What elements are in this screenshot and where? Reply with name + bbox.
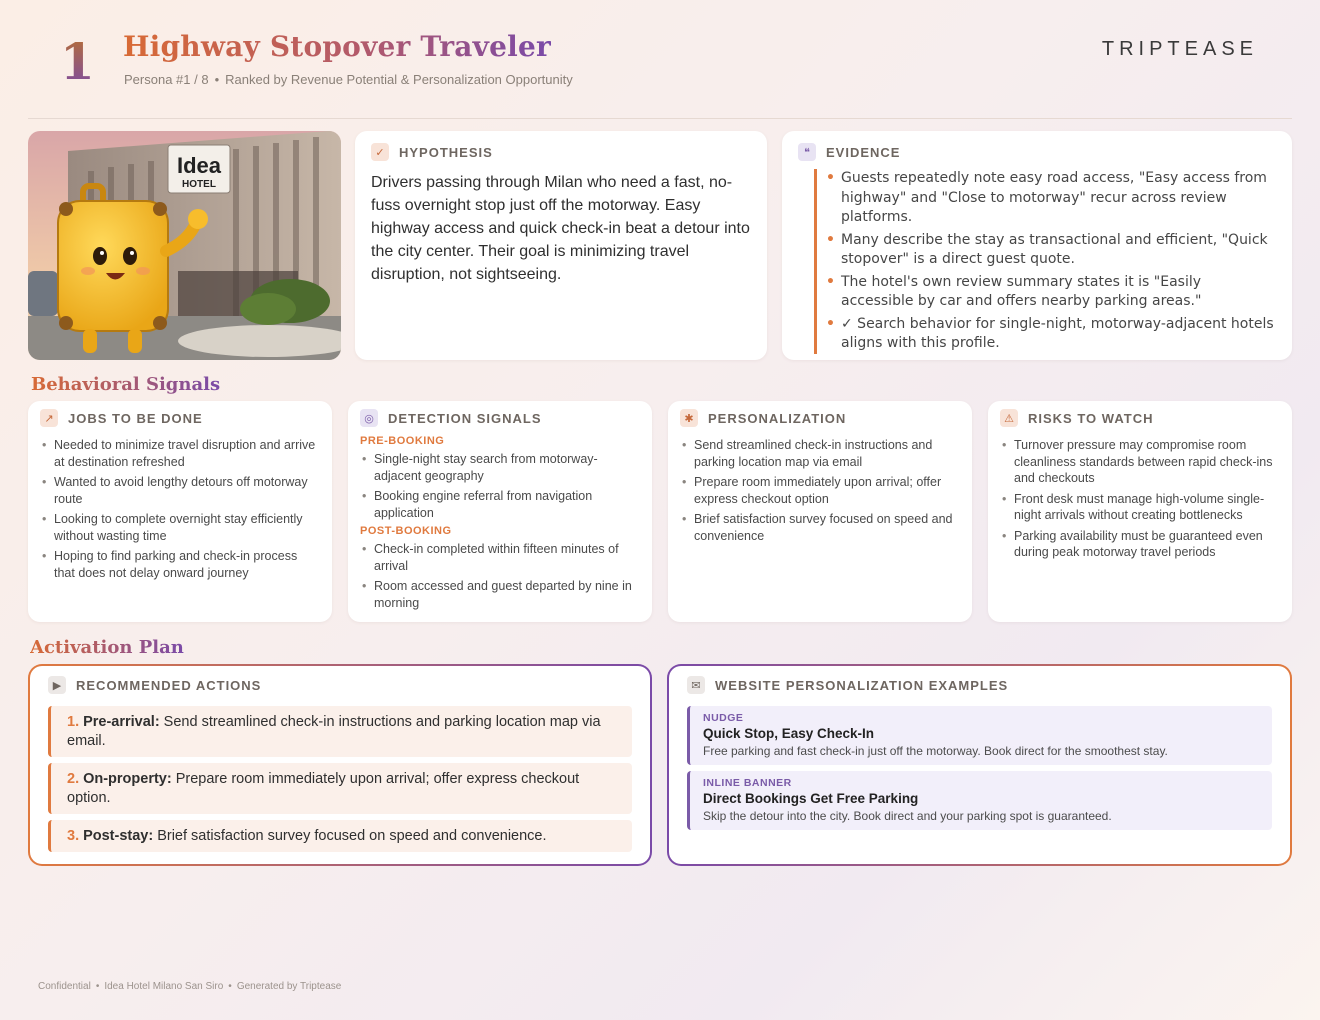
example-kind: INLINE BANNER	[703, 777, 792, 789]
example-headline: Direct Bookings Get Free Parking	[703, 791, 919, 806]
persona-number: 1	[60, 32, 95, 91]
risks-card	[988, 401, 1292, 622]
list-item: • Prepare room immediately upon arrival; offer express checkout option	[694, 474, 960, 507]
list-item: • Needed to minimize travel disruption and arrive at destination refreshed	[54, 437, 320, 470]
recommended-actions-inner	[30, 666, 650, 864]
footer: Confidential • Idea Hotel Milano San Siro • Generated by Triptease	[38, 981, 342, 992]
evidence-list	[814, 169, 1276, 354]
quote-icon: ❝	[798, 143, 816, 161]
evidence-header	[798, 143, 1276, 161]
personalization-list	[680, 437, 960, 544]
hypothesis-header	[371, 143, 751, 161]
step-text: Brief satisfaction survey focused on speed and convenience.	[157, 828, 547, 844]
evidence-item: • Guests repeatedly note easy road access, "Easy access from highway" and "Close to motorway" recur across review platforms.	[841, 169, 1276, 228]
step-text: Prepare room immediately upon arrival; offer express checkout option.	[67, 771, 580, 806]
hypothesis-card	[355, 131, 767, 360]
list-item: • Wanted to avoid lengthy detours off motorway route	[54, 474, 320, 507]
pre-booking-list	[360, 451, 640, 521]
personalization-card	[668, 401, 972, 622]
warning-icon: ⚠	[1000, 409, 1018, 427]
persona-index: Persona #1 / 8	[124, 72, 209, 87]
behavioral-signals-title: Behavioral Signals	[31, 374, 221, 395]
action-step	[48, 706, 632, 757]
website-header	[687, 676, 1272, 694]
jobs-list	[40, 437, 320, 581]
list-item: • Single-night stay search from motorway-adjacent geography	[374, 451, 640, 484]
website-personalization-panel	[667, 664, 1292, 866]
list-item: • Hoping to find parking and check-in process that does not delay onward journey	[54, 548, 320, 581]
risks-header	[1000, 409, 1280, 427]
mail-icon: ✉	[687, 676, 705, 694]
step-text: Send streamlined check-in instructions and parking location map via email.	[67, 714, 601, 749]
evidence-item: • ✓ Search behavior for single-night, motorway-adjacent hotels aligns with this profile.	[841, 315, 1276, 354]
detection-signals-card	[348, 401, 652, 622]
sign-text-idea: Idea	[176, 153, 222, 178]
example-body: Skip the detour into the city. Book direct and your parking spot is guaranteed.	[703, 809, 1112, 823]
recommended-actions-panel	[28, 664, 652, 866]
footer-confidential: Confidential	[38, 981, 91, 992]
jobs-header	[40, 409, 320, 427]
step-number: 3.	[67, 828, 80, 844]
header-divider	[28, 118, 1292, 119]
example-kind: NUDGE	[703, 712, 744, 724]
hypothesis-label: HYPOTHESIS	[399, 144, 493, 160]
evidence-item: • The hotel's own review summary states it is "Easily accessible by car and offers nearby parking areas."	[841, 273, 1276, 312]
sparkle-icon: ✱	[680, 409, 698, 427]
hypothesis-text: Drivers passing through Milan who need a fast, no-fuss overnight stop just off the motorway. Easy highway access and quick check-in beat a detour into the city center. Their goal is minimizing travel disruption, not sightseeing.	[371, 174, 750, 283]
footer-generated: Generated by Triptease	[236, 981, 342, 992]
list-item: • Check-in completed within fifteen minutes of arrival	[374, 541, 640, 574]
page-title: Highway Stopover Traveler	[123, 30, 551, 63]
list-item: • Room accessed and guest departed by nine in morning	[374, 578, 640, 611]
step-number: 1.	[67, 714, 80, 730]
detection-header	[360, 409, 640, 427]
action-step	[48, 763, 632, 814]
jobs-label: JOBS TO BE DONE	[68, 410, 203, 426]
evidence-label: EVIDENCE	[826, 144, 901, 160]
list-item: • Parking availability must be guaranteed even during peak motorway travel periods	[1014, 528, 1280, 561]
suitcase-mascot-image	[28, 131, 341, 360]
detection-label: DETECTION SIGNALS	[388, 410, 542, 426]
step-label: Pre-arrival:	[83, 714, 160, 730]
play-icon: ▶	[48, 676, 66, 694]
evidence-item: • Many describe the stay as transactional and efficient, "Quick stopover" is a direct guest quote.	[841, 231, 1276, 270]
step-label: On-property:	[83, 771, 172, 787]
target-icon: ◎	[360, 409, 378, 427]
risks-label: RISKS TO WATCH	[1028, 410, 1154, 426]
step-label: Post-stay:	[83, 828, 154, 844]
example-headline: Quick Stop, Easy Check-In	[703, 726, 875, 741]
list-item: • Brief satisfaction survey focused on speed and convenience	[694, 511, 960, 544]
brand-logo: TRIPTEASE	[1101, 38, 1258, 60]
page-subtitle: Persona #1 / 8 • Ranked by Revenue Potential & Personalization Opportunity	[124, 72, 573, 87]
post-booking-list	[360, 541, 640, 611]
action-step	[48, 820, 632, 852]
activation-plan-title: Activation Plan	[30, 637, 184, 658]
list-item: • Turnover pressure may compromise room cleanliness standards between rapid check-ins and checkouts	[1014, 437, 1280, 487]
footer-hotel: Idea Hotel Milano San Siro	[104, 981, 224, 992]
check-icon: ✓	[371, 143, 389, 161]
persona-illustration	[28, 131, 341, 360]
personalization-label: PERSONALIZATION	[708, 410, 847, 426]
personalization-example	[687, 706, 1272, 765]
personalization-example	[687, 771, 1272, 830]
actions-label: RECOMMENDED ACTIONS	[76, 677, 262, 693]
post-booking-label: POST-BOOKING	[360, 525, 452, 537]
step-number: 2.	[67, 771, 80, 787]
website-personalization-inner	[669, 666, 1290, 864]
pre-booking-label: PRE-BOOKING	[360, 435, 445, 447]
arrow-up-right-icon: ↗	[40, 409, 58, 427]
evidence-card	[782, 131, 1292, 360]
list-item: • Send streamlined check-in instructions and parking location map via email	[694, 437, 960, 470]
list-item: • Front desk must manage high-volume single-night arrivals without creating bottlenecks	[1014, 491, 1280, 524]
list-item: • Booking engine referral from navigation application	[374, 488, 640, 521]
example-body: Free parking and fast check-in just off the motorway. Book direct for the smoothest stay.	[703, 744, 1168, 758]
sign-text-hotel: HOTEL	[182, 179, 216, 190]
risks-list	[1000, 437, 1280, 561]
actions-header	[48, 676, 632, 694]
website-label: WEBSITE PERSONALIZATION EXAMPLES	[715, 677, 1009, 693]
personalization-header	[680, 409, 960, 427]
jobs-to-be-done-card	[28, 401, 332, 622]
ranking-note: Ranked by Revenue Potential & Personalization Opportunity	[225, 72, 573, 87]
list-item: • Looking to complete overnight stay efficiently without wasting time	[54, 511, 320, 544]
